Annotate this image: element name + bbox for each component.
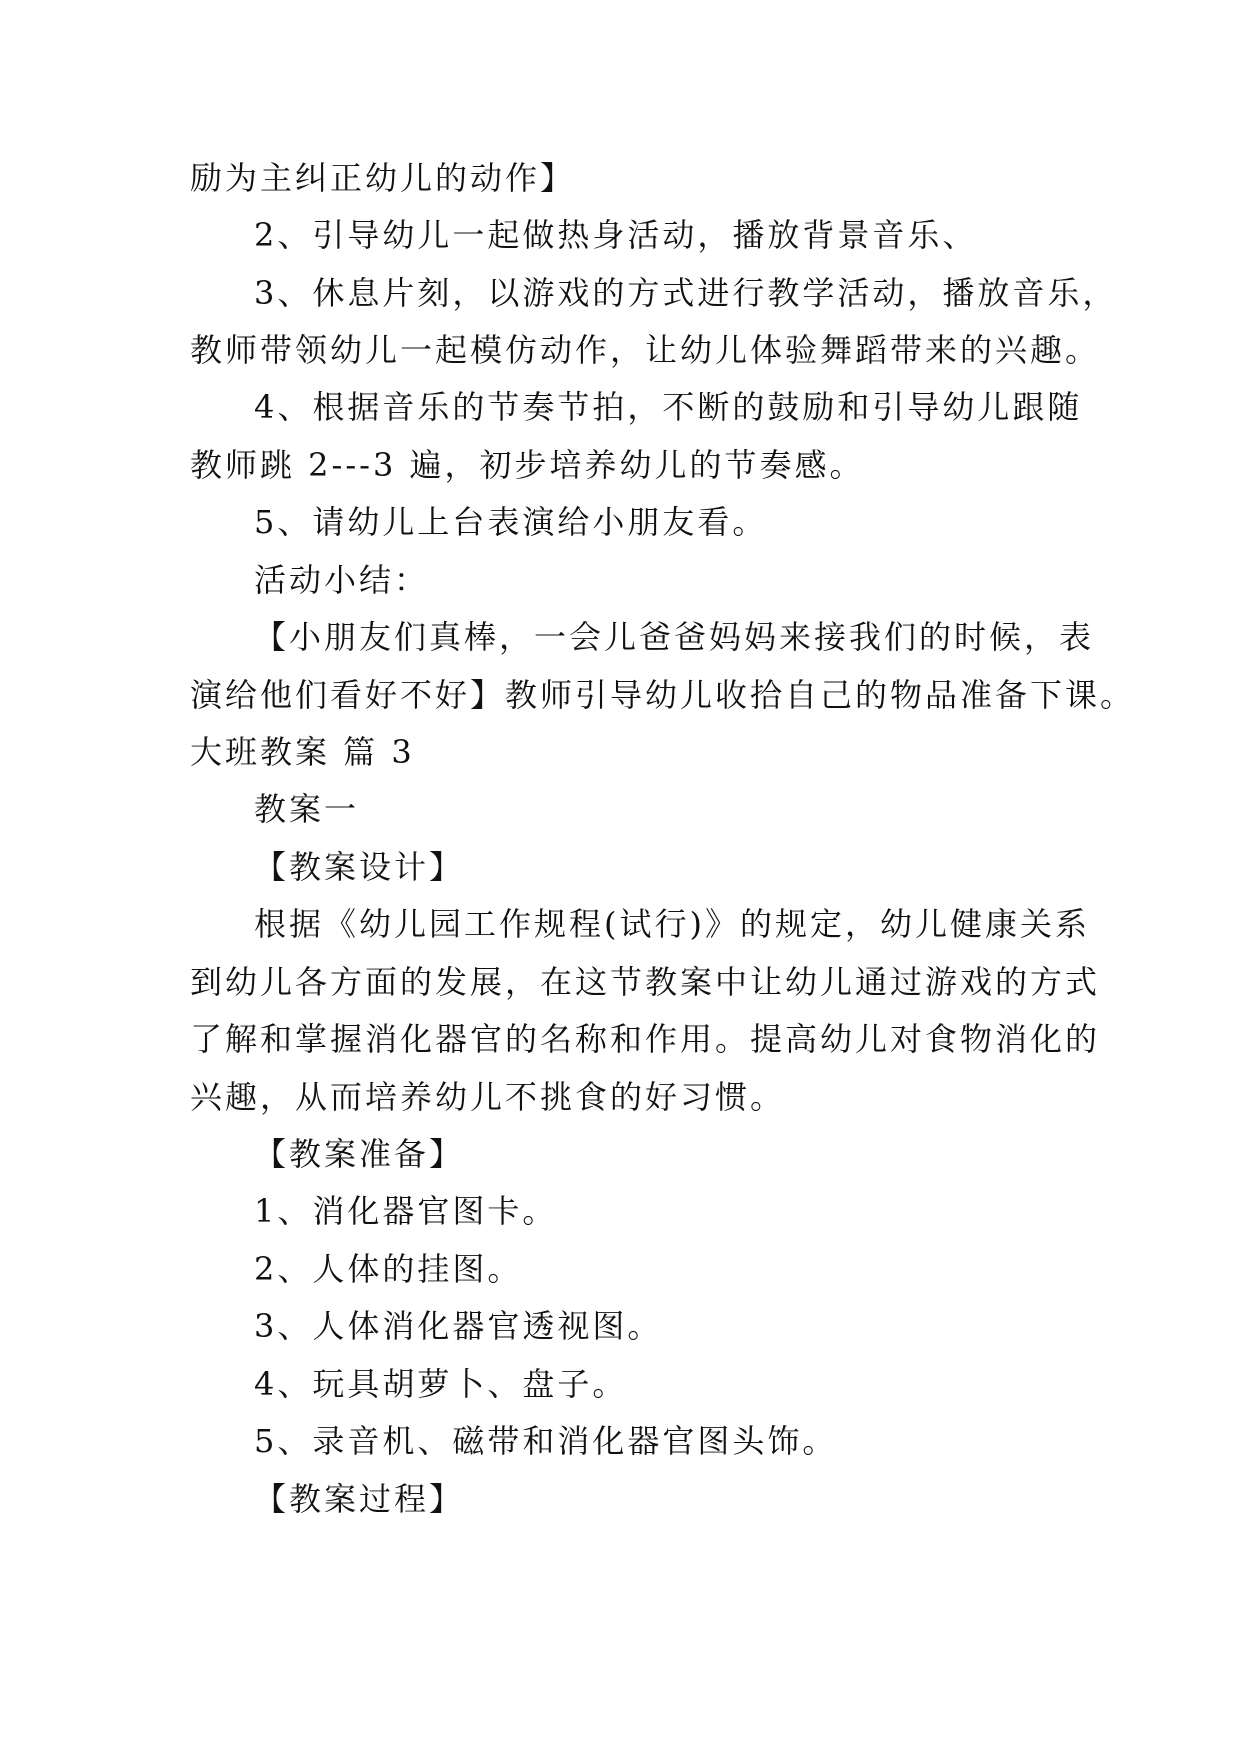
paragraph-line: 4、玩具胡萝卜、盘子。 [254,1365,628,1403]
paragraph-line: 励为主纠正幼儿的动作】 [190,159,576,197]
paragraph-line: 教案一 [254,790,360,828]
paragraph-line: 教师带领幼儿一起模仿动作，让幼儿体验舞蹈带来的兴趣。 [190,331,1101,369]
paragraph-line: 2、人体的挂图。 [254,1250,523,1288]
paragraph-line: 【教案准备】 [254,1135,465,1173]
paragraph-line: 活动小结： [254,561,430,599]
paragraph-line: 了解和掌握消化器官的名称和作用。提高幼儿对食物消化的 [190,1020,1101,1058]
paragraph-line: 教师跳 2---3 遍，初步培养幼儿的节奏感。 [190,446,865,484]
paragraph-line: 【教案设计】 [254,848,465,886]
paragraph-line: 4、根据音乐的节奏节拍，不断的鼓励和引导幼儿跟随 [254,388,1083,426]
paragraph-line: 3、人体消化器官透视图。 [254,1307,663,1345]
paragraph-line: 2、引导幼儿一起做热身活动，播放背景音乐、 [254,216,978,254]
section-heading: 大班教案 篇 3 [190,733,415,771]
paragraph-line: 5、请幼儿上台表演给小朋友看。 [254,503,768,541]
paragraph-line: 演给他们看好不好】教师引导幼儿收拾自己的物品准备下课。 [190,676,1136,714]
paragraph-line: 【教案过程】 [254,1480,465,1518]
paragraph-line: 1、消化器官图卡。 [254,1192,558,1230]
paragraph-line: 【小朋友们真棒，一会儿爸爸妈妈来接我们的时候，表 [254,618,1095,656]
paragraph-line: 根据《幼儿园工作规程(试行)》的规定，幼儿健康关系 [254,905,1090,943]
paragraph-line: 兴趣，从而培养幼儿不挑食的好习惯。 [190,1078,786,1116]
paragraph-line: 5、录音机、磁带和消化器官图头饰。 [254,1422,838,1460]
paragraph-line: 3、休息片刻，以游戏的方式进行教学活动，播放音乐， [254,274,1118,312]
paragraph-line: 到幼儿各方面的发展，在这节教案中让幼儿通过游戏的方式 [190,963,1101,1001]
